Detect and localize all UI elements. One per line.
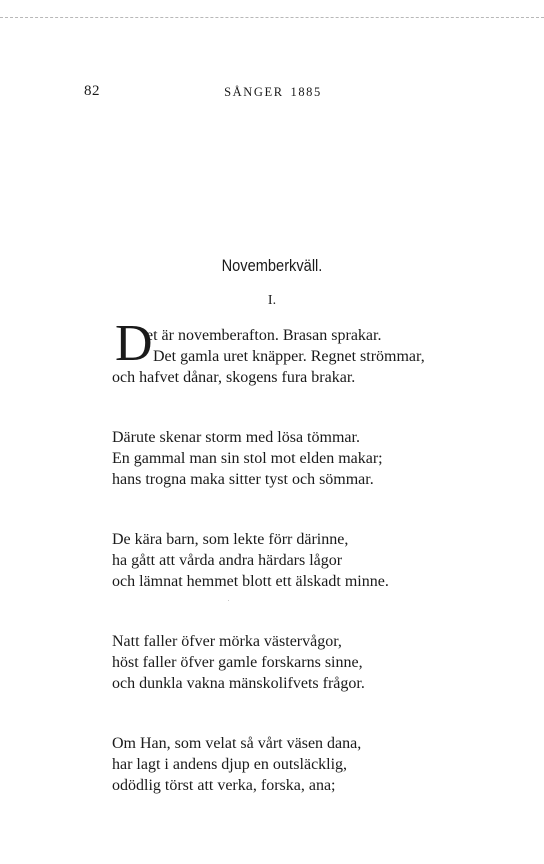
scan-speck <box>228 600 229 601</box>
running-head <box>0 85 544 100</box>
poem-line: och dunkla vakna mänskolifvets frågor. <box>112 675 365 692</box>
running-head-year: 1885 <box>290 85 322 99</box>
poem-line: och lämnat hemmet blott ett älskadt minne. <box>112 573 389 590</box>
poem-line: Om Han, som velat så vårt väsen dana, <box>112 735 362 752</box>
poem-line: odödlig törst att verka, forska, ana; <box>112 777 336 794</box>
poem-line: hans trogna maka sitter tyst och sömmar. <box>112 471 374 488</box>
poem-line: Det gamla uret knäpper. Regnet strömmar, <box>153 348 425 365</box>
poem-title: Novemberkväll. <box>221 256 323 275</box>
top-scan-rule <box>0 17 544 18</box>
drop-cap: D <box>115 315 153 372</box>
poem-line: En gammal man sin stol mot elden makar; <box>112 450 383 467</box>
section-number: I. <box>267 293 277 308</box>
poem-line: De kära barn, som lekte förr därinne, <box>112 531 349 548</box>
poem-line: ha gått att vårda andra härdars lågor <box>112 552 343 569</box>
poem-line: Natt faller öfver mörka västervågor, <box>112 633 342 650</box>
poem-line: et är novemberafton. Brasan sprakar. <box>146 327 382 344</box>
poem-line: och hafvet dånar, skogens fura brakar. <box>112 369 356 386</box>
running-head-title: SÅNGER <box>224 85 284 99</box>
poem-line: har lagt i andens djup en outsläcklig, <box>112 756 348 773</box>
page-number: 82 <box>84 83 100 99</box>
poem-line: höst faller öfver gamle forskarns sinne, <box>112 654 363 671</box>
poem-line: Därute skenar storm med lösa tömmar. <box>112 429 360 446</box>
